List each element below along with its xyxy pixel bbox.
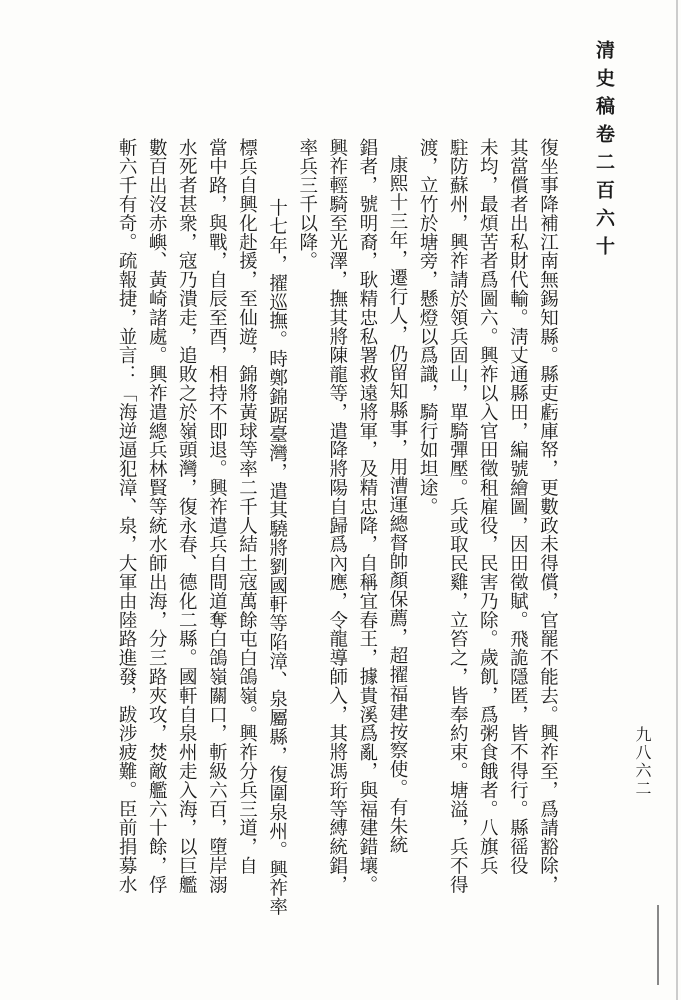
text-column: 未均，最煩苦者爲圖六。興祚以入官田徵租雇役，民害乃除。歲飢，爲粥食餓者。八旗兵	[477, 138, 499, 876]
running-header: 清史稿卷二百六十	[593, 40, 615, 264]
text-column: 當中路，與戰，自辰至酉，相持不即退。興祚遣兵自間道奪白鴿嶺關口，斬級六百，墮岸溺	[206, 138, 228, 894]
text-column: 水死者甚衆，寇乃潰走，追敗之於嶺頭灣，復永春、德化二縣。國軒自泉州走入海，以巨艦	[176, 138, 198, 894]
text-column: 興祚輕騎至光澤，撫其將陳龍等，遣降將陽自歸爲內應，令龍導師入，其將馮珩等縛統錩，	[326, 138, 348, 894]
text-column: 駐防蘇州，興祚請於領兵固山，單騎彈壓。兵或取民雞，立笞之，皆奉約束。塘溢，兵不得	[447, 138, 469, 894]
margin-mark	[657, 905, 659, 985]
text-column: 數百出沒赤嶼、黃崎諸處。興祚遣總兵林賢等統水師出海，分三路夾攻，焚敵艦六十餘，俘	[146, 138, 168, 894]
text-column: 復坐事降補江南無錫知縣。縣吏虧庫帑，更數政未得償，官罷不能去。興祚至，爲請豁除，	[537, 138, 559, 894]
text-column: 率兵三千以降。	[296, 138, 318, 271]
text-column: 其當償者出私財代輸。淸丈通縣田，編號繪圖，因田徵賦。飛詭隱匿，皆不得行。縣徭役	[507, 138, 529, 876]
page-number: 九八六二	[633, 726, 652, 798]
text-column: 錩者，號明裔，耿精忠私署救遠將軍，及精忠降，自稱宜春王，據貴溪爲亂，與福建錯壤。	[356, 138, 378, 894]
text-column: 標兵自興化赴援，至仙遊，錦將黃球等率二千人結土寇萬餘屯白鴿嶺。興祚分兵三道，自	[236, 138, 258, 876]
text-column: 十七年，擢巡撫。時鄭錦踞臺灣，遣其驍將劉國軒等陷漳、泉屬縣，復圍泉州。興祚率	[266, 198, 288, 917]
text-column: 渡，立竹於塘旁，懸燈以爲識，騎行如坦途。	[417, 138, 439, 516]
text-column: 康熙十三年，遷行人，仍留知縣事，用漕運總督帥顏保薦，超擢福建按察使。有朱統	[387, 155, 408, 855]
text-column: 斬六千有奇。疏報捷，並言：「海逆逼犯漳、泉，大軍由陸路進發，跋涉疲難。臣前捐募水	[116, 138, 138, 894]
